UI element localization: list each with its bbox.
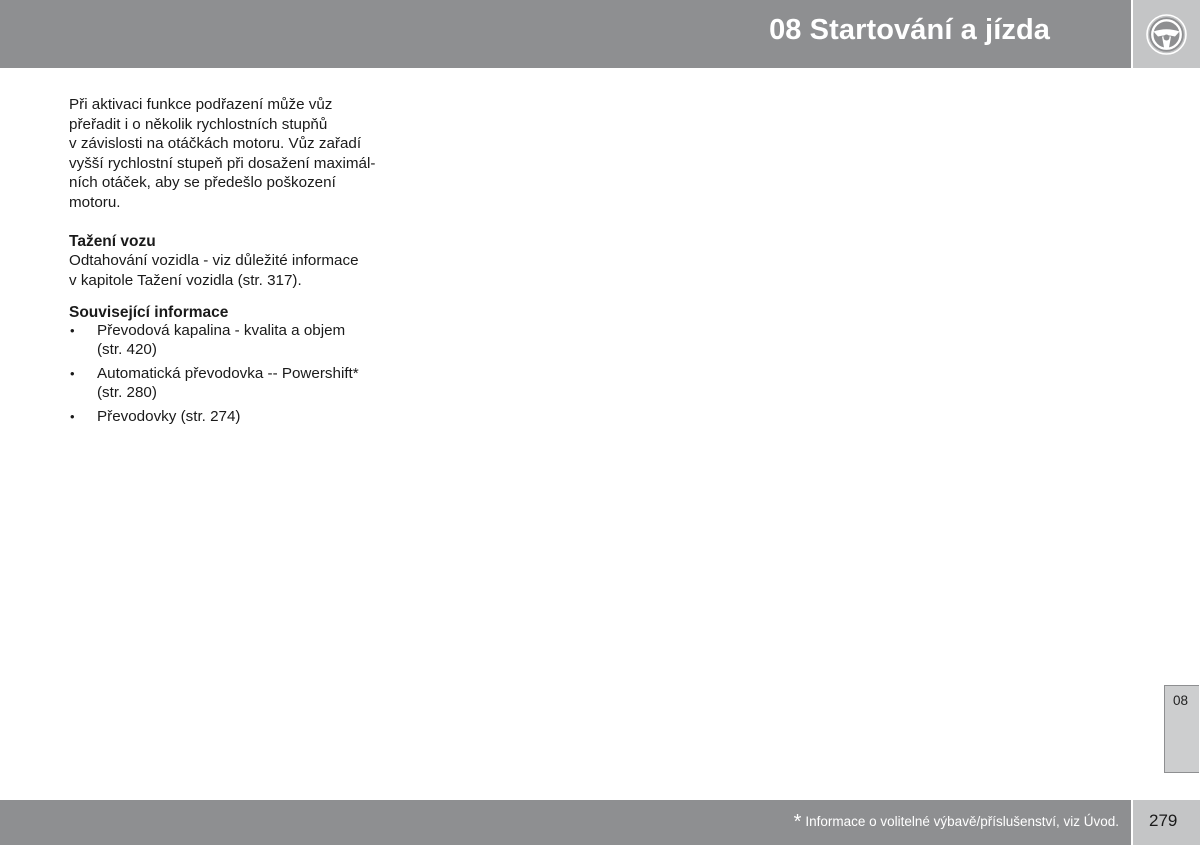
bullet-icon: • [70,409,75,424]
towing-section [69,232,409,290]
related-link-text[interactable] [97,365,397,402]
main-content [69,95,409,427]
page-number-box [1133,800,1200,845]
intro-line: přeřadit i o několik rychlostních stupňů [69,115,328,133]
bullet-icon: • [70,323,75,338]
related-link-line: Převodová kapalina - kvalita a objem [97,322,346,339]
related-link[interactable] [69,408,409,427]
related-info-section [69,303,409,427]
intro-line: Při aktivaci funkce podřazení může vůz [69,96,333,113]
chapter-tab-label: 08 [1173,693,1189,708]
chapter-title: 08 Startování a jízda [769,14,1050,46]
footer-bar [0,800,1131,845]
related-link-page: (str. 280) [97,383,157,401]
bullet-icon: • [70,366,75,381]
towing-text [69,251,409,290]
related-link-text[interactable] [97,322,397,359]
related-info-heading: Související informace [69,304,229,321]
chapter-icon-tab [1133,0,1200,68]
related-link[interactable] [69,365,409,402]
towing-line: v kapitole Tažení vozidla (str. 317). [69,271,302,289]
towing-heading: Tažení vozu [69,233,156,250]
intro-paragraph [69,95,409,212]
related-info-list [69,322,409,427]
intro-line: v závislosti na otáčkách motoru. Vůz zařadí [69,135,362,152]
page-number: 279 [1149,811,1178,830]
footnote [794,811,1119,834]
header-bar [0,0,1131,68]
related-link-line: Převodovky (str. 274) [97,408,241,425]
asterisk-mark: * [793,811,802,833]
steering-wheel-icon [1145,13,1188,56]
towing-line: Odtahování vozidla - viz důležité informace [69,252,359,269]
intro-line: motoru. [69,193,121,211]
chapter-side-tab[interactable] [1164,685,1199,773]
related-link-page: (str. 420) [97,340,157,358]
related-link[interactable] [69,322,409,359]
related-link-text[interactable] [97,408,397,427]
intro-line: ních otáček, aby se předešlo poškození [69,174,336,191]
intro-line: vyšší rychlostní stupeň při dosažení maximál- [69,154,376,172]
footnote-text: Informace o volitelné výbavě/příslušenství, viz Úvod. [805,814,1119,829]
related-link-line: Automatická převodovka -- Powershift* [97,365,359,382]
